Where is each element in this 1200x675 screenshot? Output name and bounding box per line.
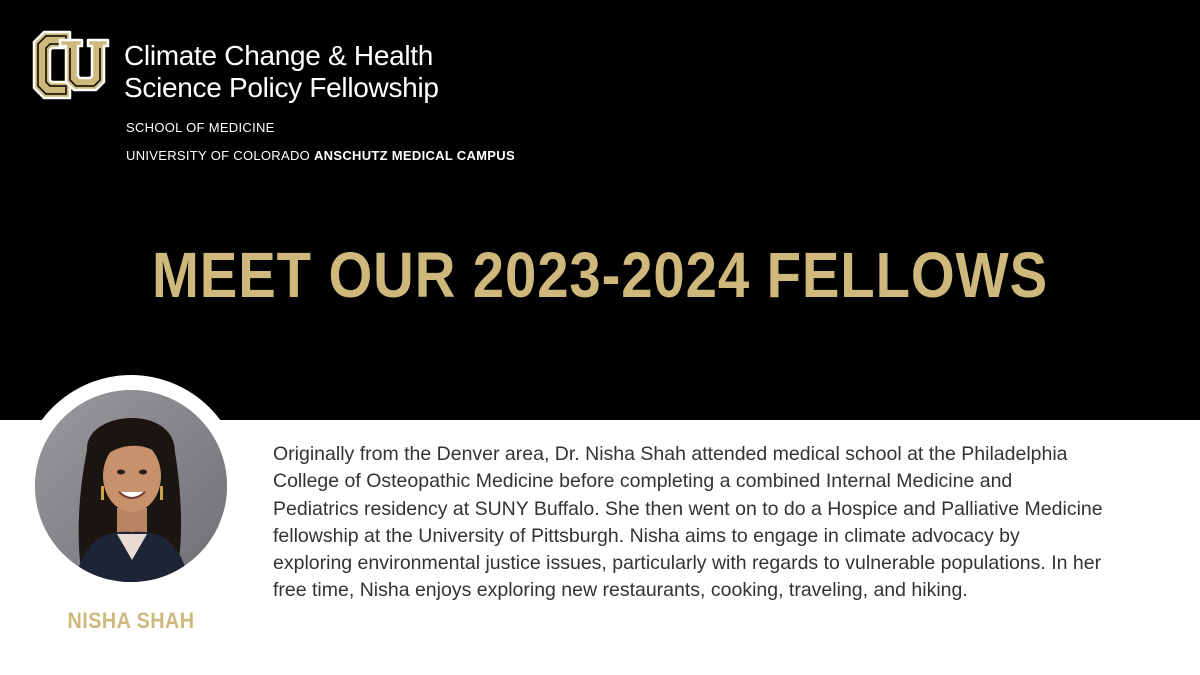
cu-logo-icon	[30, 26, 110, 104]
fellow-bio: Originally from the Denver area, Dr. Nisha Shah attended medical school at the Philadelphia College of Osteopathic Medicine before completing a combined Internal Medicine and Pediatrics residency at SUNY Buffalo. She then went on to do a Hospice and Palliative Medicine fellowship at the University of Pittsburgh. Nisha aims to engage in climate advocacy by exploring environmental justice issues, particularly with regards to vulnerable populations. In her free time, Nisha enjoys exploring new restaurants, cooking, traveling, and hiking.	[273, 443, 1103, 602]
school-name: SCHOOL OF MEDICINE	[126, 120, 275, 135]
program-title	[124, 40, 439, 104]
portrait-illustration	[35, 390, 227, 582]
fellow-name: NISHA SHAH	[67, 608, 195, 633]
university-campus: ANSCHUTZ MEDICAL CAMPUS	[313, 148, 515, 163]
page-headline: MEET OUR 2023-2024 FELLOWS	[151, 239, 1049, 311]
university-name	[126, 148, 515, 163]
university-prefix: UNIVERSITY OF COLORADO	[126, 148, 311, 163]
program-title-line1: Climate Change & Health	[124, 40, 434, 71]
program-title-line2: Science Policy Fellowship	[124, 72, 439, 103]
fellow-portrait	[35, 390, 227, 582]
